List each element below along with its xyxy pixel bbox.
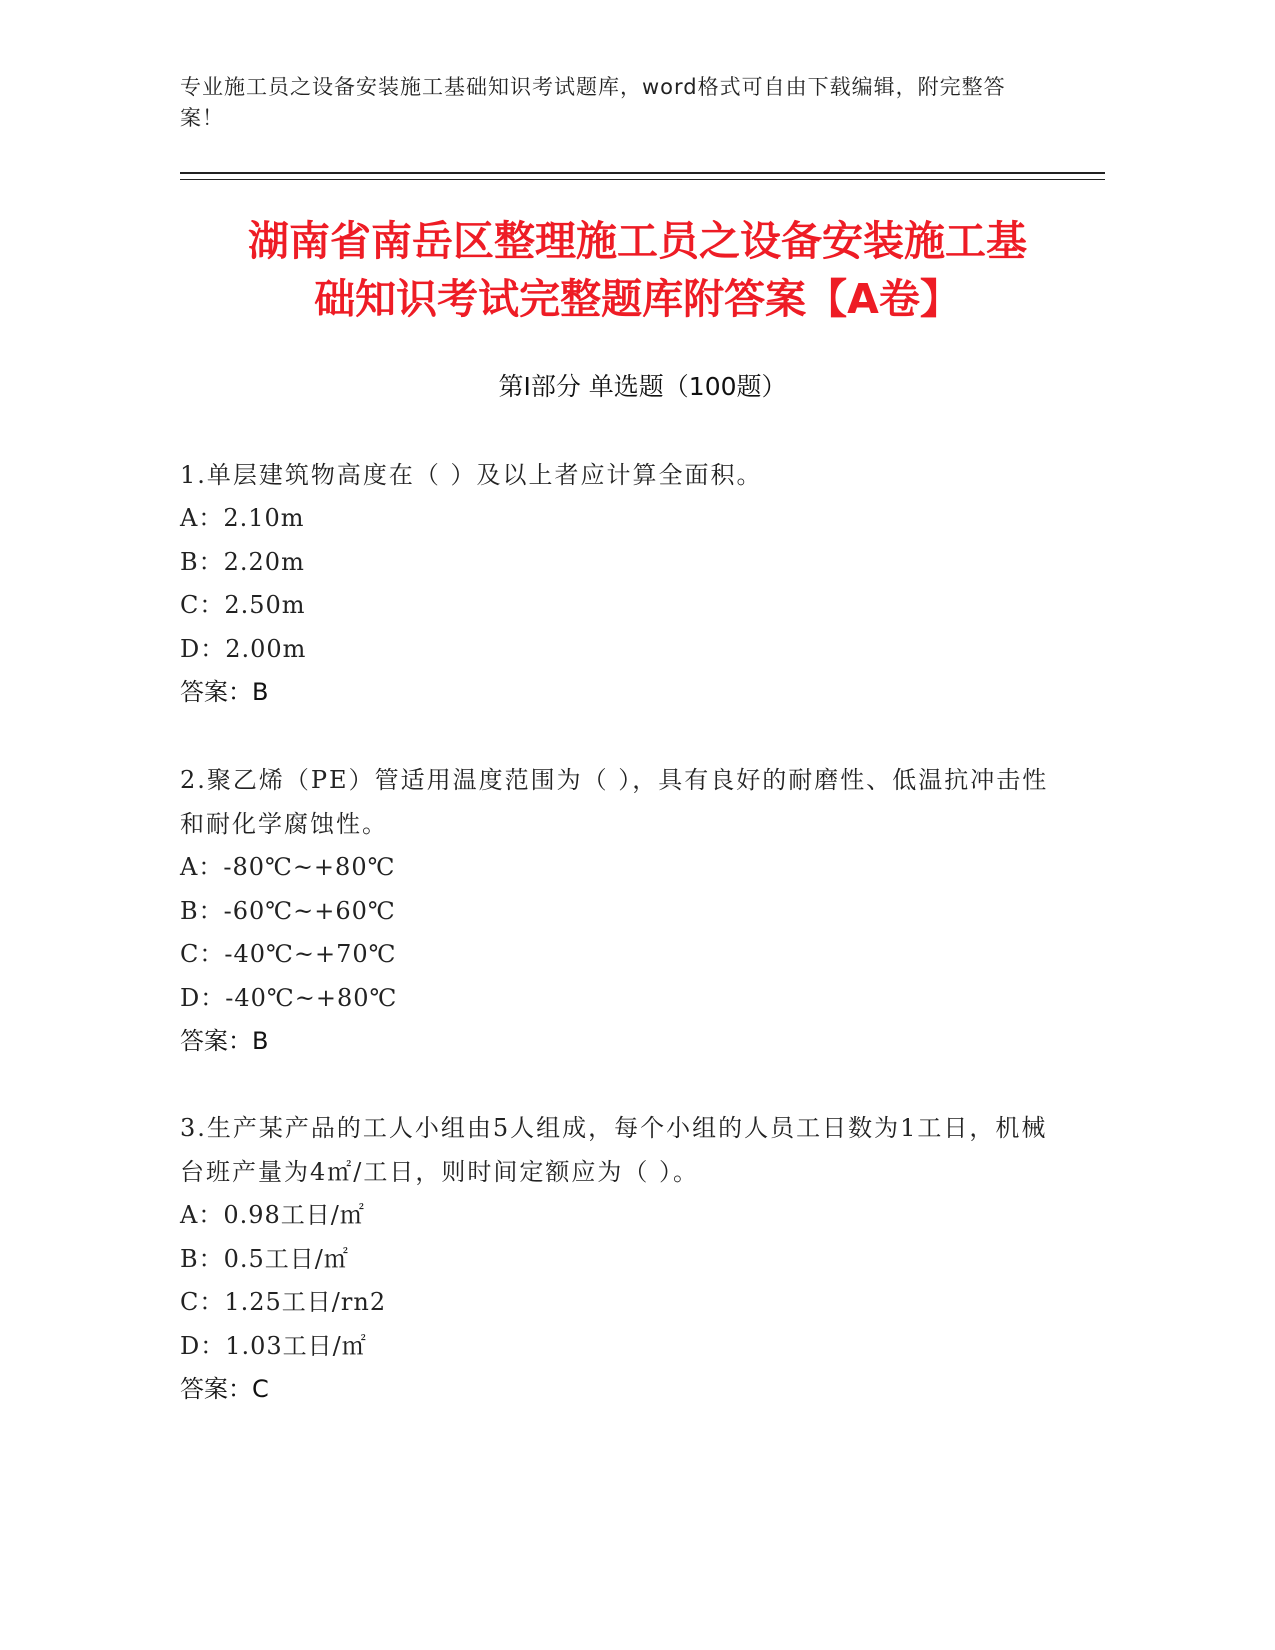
question-stem: 3.生产某产品的工人小组由5人组成，每个小组的人员工日数为1工日，机械台班产量为4㎡/工日，则时间定额应为（ ）。 <box>180 1114 1048 1186</box>
option-c: C：2.50m <box>180 591 306 619</box>
option-a: A：-80℃~+80℃ <box>180 853 396 881</box>
answer-label: 答案：B <box>180 678 269 706</box>
option-b: B：-60℃~+60℃ <box>180 896 396 925</box>
document-title-line-1: 湖南省南岳区整理施工员之设备安装施工基 <box>248 217 1027 265</box>
option-d: D：-40℃~+80℃ <box>180 983 398 1012</box>
option-b: B：0.5工日/㎡ <box>180 1244 349 1273</box>
document-title-line-2: 础知识考试完整题库附答案【A卷】 <box>314 275 961 323</box>
question-3 <box>180 1106 1060 1412</box>
section-heading: 第I部分 单选题（100题） <box>498 372 787 401</box>
option-d: D：2.00m <box>180 634 307 663</box>
header-note: 专业施工员之设备安装施工基础知识考试题库，word格式可自由下载编辑，附完整答案！ <box>180 75 1006 130</box>
answer-label: 答案：B <box>180 1027 269 1055</box>
answer-label: 答案：C <box>180 1375 269 1403</box>
question-1 <box>180 453 1060 715</box>
document-title <box>150 212 1125 328</box>
option-d: D：1.03工日/㎡ <box>180 1331 367 1360</box>
header-rule-thin <box>180 179 1105 180</box>
question-2 <box>180 758 1060 1064</box>
option-b: B：2.20m <box>180 547 305 576</box>
option-c: C：1.25工日/rn2 <box>180 1288 387 1316</box>
option-a: A：0.98工日/㎡ <box>180 1201 365 1229</box>
question-stem: 2.聚乙烯（PE）管适用温度范围为（ ），具有良好的耐磨性、低温抗冲击性和耐化学腐蚀性。 <box>180 766 1049 838</box>
header-rule-thick <box>180 172 1105 174</box>
option-c: C：-40℃~+70℃ <box>180 940 397 968</box>
option-a: A：2.10m <box>180 504 305 532</box>
question-stem: 1.单层建筑物高度在（ ）及以上者应计算全面积。 <box>180 461 763 489</box>
